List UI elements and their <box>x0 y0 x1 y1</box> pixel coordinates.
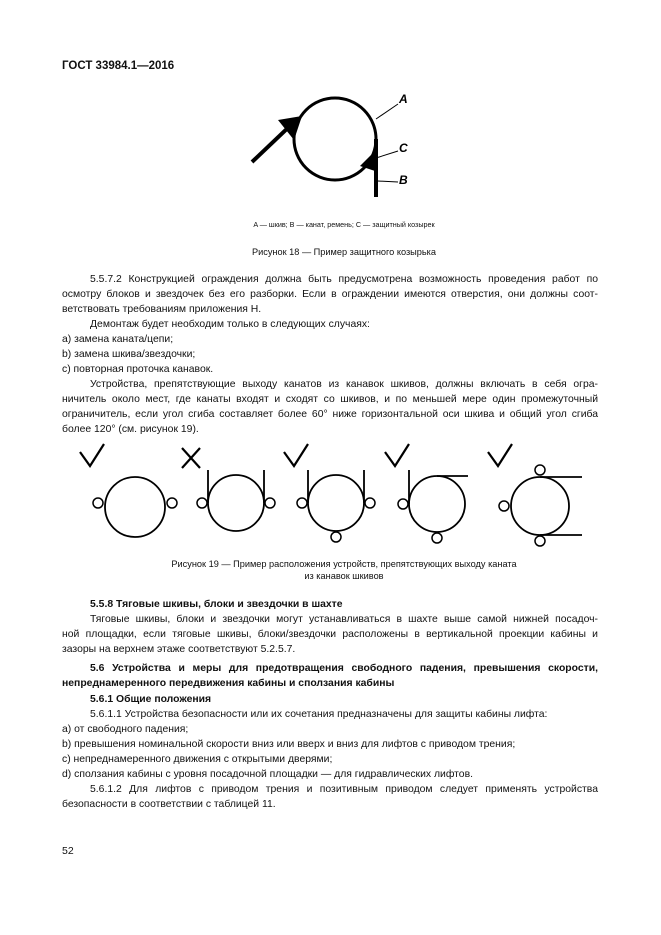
section-558-line-3: зазоры на верхнем этаже соответствуют 5.2.5.7. <box>62 644 296 655</box>
retainer-1a <box>93 498 103 508</box>
section-56-heading-line-1: 5.6 Устройства и меры для предотвращения свободного падения, превышения скорости, <box>90 663 598 674</box>
retainer-3c <box>331 532 341 542</box>
retainer-3a <box>297 498 307 508</box>
retainer-4a <box>398 499 408 509</box>
sheave-4 <box>409 476 465 532</box>
cross-mark-2 <box>182 448 200 468</box>
devices-line-3: ограничитель, если угол сгиба составляет более 60° ниже горизонтальной оси шкива и общий угол сгиба <box>62 409 598 420</box>
para-5572-line-3: ветствовать требованиям приложения Н. <box>62 304 262 315</box>
section-561-heading: 5.6.1 Общие положения <box>90 694 212 705</box>
figure-18-caption: Рисунок 18 — Пример защитного козырька <box>251 247 437 257</box>
check-mark-4 <box>385 444 409 466</box>
retainer-1b <box>167 498 177 508</box>
para-5572-line-2: осмотру блоков и звездочек без его разборки. Если в ограждении имеются отверстия, они должны соот- <box>62 289 598 300</box>
section-558-heading: 5.5.8 Тяговые шкивы, блоки и звездочки в шахте <box>90 599 343 610</box>
section-558-line-2: ной площадки, если тяговые шкивы, блоки/звездочки расположены в вертикальной проекции кабины и <box>62 629 598 640</box>
sheave-1 <box>105 477 165 537</box>
protect-item-b: b) превышения номинальной скорости вниз или вверх и вниз для лифтов с приводом трения; <box>62 739 516 750</box>
label-a: A <box>399 92 408 106</box>
retainer-5c <box>535 536 545 546</box>
devices-line-1: Устройства, препятствующие выходу канатов из канавок шкивов, должны включать в себя огра- <box>90 379 598 390</box>
retainer-4b <box>432 533 442 543</box>
retainer-2a <box>197 498 207 508</box>
check-mark-3 <box>284 444 308 466</box>
protect-item-a: a) от свободного падения; <box>62 724 189 735</box>
devices-line-4: более 120° (см. рисунок 19). <box>62 424 199 435</box>
section-5611-line: 5.6.1.1 Устройства безопасности или их сочетания предназначены для защиты кабины лифта: <box>90 709 548 720</box>
retainer-2b <box>265 498 275 508</box>
list-item-b: b) замена шкива/звездочки; <box>62 349 196 360</box>
check-mark-5 <box>488 444 512 466</box>
figure-19-caption-line-1: Рисунок 19 — Пример расположения устройств, препятствующих выходу каната <box>171 559 517 569</box>
section-5612-line-1: 5.6.1.2 Для лифтов с приводом трения и позитивным приводом следует применять устройства <box>90 784 598 795</box>
list-item-a: a) замена каната/цепи; <box>62 334 174 345</box>
page-number: 52 <box>62 845 74 857</box>
protect-item-d: d) сползания кабины с уровня посадочной площадки — для гидравлических лифтов. <box>62 769 473 780</box>
retainer-5b <box>499 501 509 511</box>
list-item-c: c) повторная проточка канавок. <box>62 364 214 375</box>
section-5612-line-2: безопасности в соответствии с таблицей 11. <box>62 799 276 810</box>
sheave-5 <box>511 477 569 535</box>
label-b: B <box>399 173 408 187</box>
retainer-5a <box>535 465 545 475</box>
section-56-heading-line-2: непреднамеренного передвижения кабины и сползания кабины <box>62 678 395 689</box>
sheave-3 <box>308 475 364 531</box>
retainer-3b <box>365 498 375 508</box>
figure-19-caption-line-2: из канавок шкивов <box>304 571 384 581</box>
document-code: ГОСТ 33984.1—2016 <box>62 60 175 72</box>
sheave-2 <box>208 475 264 531</box>
check-mark-1 <box>80 444 104 466</box>
label-c: C <box>399 141 408 155</box>
dismantle-intro: Демонтаж будет необходим только в следующих случаях: <box>90 319 370 330</box>
para-5572-line-1: 5.5.7.2 Конструкцией ограждения должна быть предусмотрена возможность проведения работ по <box>90 274 598 285</box>
protect-item-c: c) непреднамеренного движения с открытыми дверями; <box>62 754 333 765</box>
devices-line-2: ничитель около мест, где канаты входят и сходят со шкивов, и по меньшей мере один промежуточный <box>62 394 598 405</box>
section-558-line-1: Тяговые шкивы, блоки и звездочки могут устанавливаться в шахте выше самой нижней посадоч- <box>90 614 598 625</box>
figure-18-legend: A — шкив; B — канат, ремень; C — защитный козырек <box>253 220 435 229</box>
